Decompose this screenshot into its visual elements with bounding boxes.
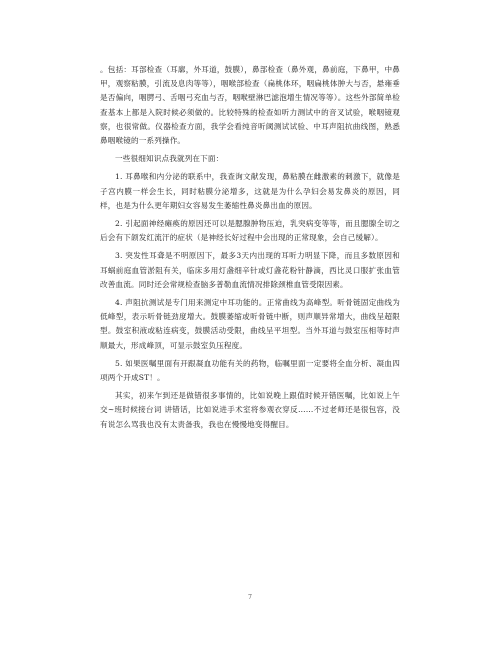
page-number: 7 <box>248 594 252 601</box>
paragraph-exam-overview: 。包括：耳部检查（耳廓，外耳道，鼓膜），鼻部检查（鼻外观，鼻前庭，下鼻甲，中鼻甲，观察粘膜，引流及息肉等等），咽喉部检查（扁桃体环，咽扁桃体肿大与否，悬雍垂是否偏向，咽腭弓、舌咽弓充血与否，咽喉壁淋巴滤泡增生情况等等）。这些外部简单检查基本上都是入院时候必须做的。比较特殊的检查如听力测试中的音叉试验，喉咽镜观察，也很常做。仪器检查方面，我学会看纯音听阈测试试验、中耳声阻抗曲线图，熟悉鼻咽喉镜的一系列操作。 <box>100 65 400 146</box>
paragraph-point-4: 4. 声阻抗测试是专门用来测定中耳功能的。正常曲线为高峰型。听骨链固定曲线为低峰型，表示听骨链劲度增大。鼓膜萎缩或听骨链中断，则声顺异常增大，曲线呈超限型。鼓室积液或粘连病变，鼓膜活动受限，曲线呈平坦型。当外耳道与鼓室压相等时声顺最大，形成峰顶，可显示鼓室负压程度。 <box>100 298 400 350</box>
document-body <box>100 63 400 436</box>
paragraph-point-5: 5. 如果医嘱里面有开跟凝血功能有关的药物，临嘱里面一定要将全血分析、凝血四项两个开成ST！。 <box>100 358 400 383</box>
paragraph-point-2: 2. 引起面神经瘫痪的原因还可以是腮腺肿物压迫，乳突病变等等，而且腮腺全切之后会有下颌发红流汗的症状（是神经长好过程中会出现的正常现象，会自己缓解）。 <box>100 219 400 243</box>
paragraph-point-1: 1. 耳鼻喉和内分泌的联系中，我查询文献发现，鼻粘膜在雌激素的刺激下，就像是子宫内膜一样会生长，同时粘膜分泌增多，这就是为什么孕妇会易发鼻炎的原因，同样，也是为什么更年期妇女容易发生萎缩性鼻炎鼻出血的原因。 <box>100 172 400 210</box>
paragraph-point-3: 3. 突发性耳聋是不明原因下，最多3天内出现的耳听力明显下降，而且多数原因和耳蜗前庭血管淤阻有关，临床多用灯盏细辛针或灯盏花粉针静滴，西比灵口服扩张血管改善血流。同时还会常规检查脑多普勒血流情况排除颈椎血管受限因素。 <box>100 251 400 289</box>
paragraph-knowledge-intro: 一些很细知识点我就列在下面： <box>115 154 224 164</box>
paragraph-reflection: 其实，初来乍到还是做错很多事情的，比如说晚上跟值时候开错医嘱，比如说上午交~班时候接台词 讲错话，比如说进手术室将参观衣穿反……不过老师还是很包容，没有说怎么骂我也没有太责备我，我也在慢慢地变得醒目。 <box>100 391 400 429</box>
